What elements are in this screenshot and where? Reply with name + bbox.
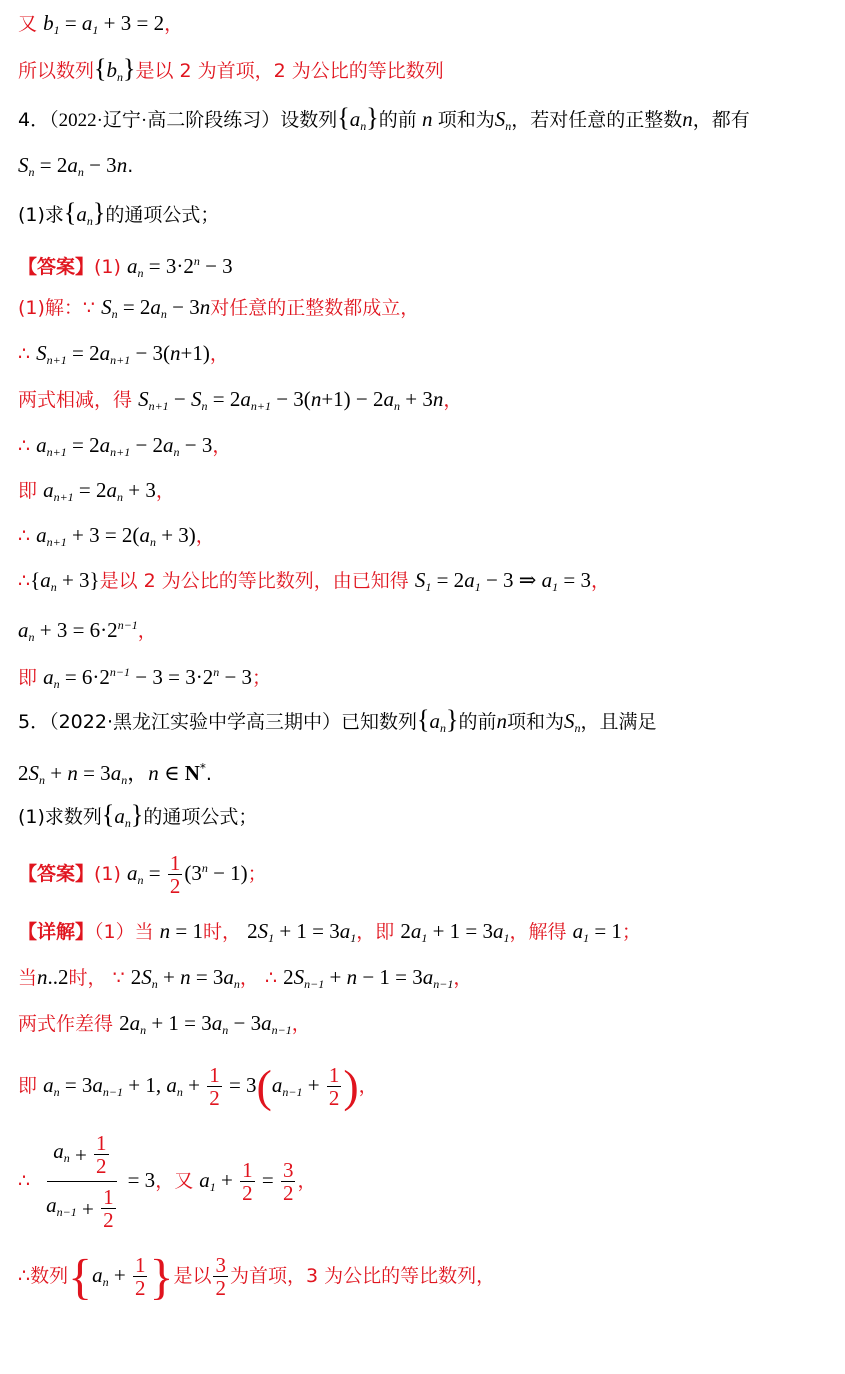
punct: ； — [252, 667, 272, 689]
text: 数列 — [30, 1265, 69, 1287]
therefore-symbol: ∴ — [18, 435, 31, 457]
detail-tag: 【详解】 — [18, 921, 95, 943]
punct: ； — [621, 921, 641, 943]
question-source: （2022·辽宁·高二阶段练习） — [49, 110, 281, 131]
text: 为首项，3 为公比的等比数列， — [229, 1265, 496, 1287]
punct: ， — [155, 480, 175, 502]
fraction: $a_n$ + $\frac{1}{2}$ $a_{n-1}$ + $\frac{1}{2}$ — [40, 1132, 123, 1231]
text: ，即 — [356, 921, 395, 943]
therefore-symbol: ∴ — [18, 343, 31, 365]
math-expression: { — [94, 54, 107, 83]
answer-tag: 【答案】 — [18, 256, 95, 278]
therefore-symbol: ∴ — [18, 570, 31, 592]
question-5-formula: $2S_n + n = 3a_n$，n ∈ N*. — [18, 761, 212, 787]
solution-line: (1)解：∵ $S_n = 2a_n - 3n$对任意的正整数都成立， — [18, 295, 420, 321]
part-label: (1)解： — [18, 297, 83, 319]
question-number: 4． — [18, 109, 50, 131]
detail-line: ∴ $a_n$ + $\frac{1}{2}$ $a_{n-1}$ + $\frac{1}{2}$ = 3，又 $a_1$ + $\frac{1}{2}$ = $\frac{3}{2}$ ， — [18, 1131, 317, 1232]
text: 对任意的正整数都成立， — [210, 297, 420, 319]
text: ，解得 — [509, 921, 567, 943]
answer-4: 【答案】(1) $a_n = 3\cdot 2^n - 3$ — [18, 254, 233, 280]
punct: . — [205, 763, 212, 785]
text: 的前 — [378, 109, 417, 131]
part-label: (1)求数列 — [18, 806, 102, 828]
text: 当 — [18, 967, 38, 989]
question-4-part-1: (1)求$\{a_n\}$的通项公式； — [18, 198, 220, 228]
therefore-symbol: ∴ — [264, 967, 278, 989]
punct: ， — [453, 967, 473, 989]
question-4-formula: $S_n = 2a_n - 3n$. — [18, 153, 134, 179]
solution-line: 又 $b_1 = a_1 + 3 = 2$， — [18, 11, 184, 37]
question-5-stem: 5．（2022·黑龙江实验中学高三期中）已知数列$\{a_n\}$的前n项和为$S_n$，且满足 — [18, 705, 657, 735]
solution-line: ∴ $S_{n+1} = 2a_{n+1} - 3(n+1)$， — [18, 341, 229, 367]
part-label: (1) — [94, 256, 121, 278]
question-4-stem: 4．（2022·辽宁·高二阶段练习）设数列$\{a_n\}$的前 n 项和为$S_n$，若对任意的正整数n，都有 — [18, 103, 750, 133]
math-expression: $b_1$ — [43, 11, 60, 37]
therefore-symbol: ∴ — [18, 1265, 31, 1287]
punct: ， — [291, 1013, 311, 1035]
punct: ， — [209, 343, 229, 365]
text: 两式作差得 — [18, 1013, 114, 1035]
text: 即 — [18, 480, 38, 502]
text: 即 — [18, 667, 38, 689]
question-number: 5． — [18, 711, 50, 733]
detail-line: ∴数列{$a_n$ + $\frac{1}{2}$ }是以 $\frac{3}{2}$ 为首项，3 为公比的等比数列， — [18, 1248, 496, 1305]
text: 项和为 — [437, 109, 495, 131]
text: 又 — [18, 13, 38, 35]
solution-line: 两式相减，得 $S_{n+1} - S_n = 2a_{n+1} - 3(n+1) - 2a_n + 3n$， — [18, 387, 463, 413]
solution-line: 即 $a_n = 6\cdot 2^{n-1} - 3 = 3\cdot 2^n - 3$； — [18, 665, 272, 691]
solution-line: 即 $a_{n+1} = 2a_n + 3$， — [18, 478, 175, 504]
punct: . — [127, 155, 134, 177]
text: 即 — [18, 1075, 38, 1097]
punct: ； — [247, 863, 267, 885]
part-label: (1)求 — [18, 204, 64, 226]
solution-line: $\therefore\{a_n + 3\}$是以 2 为公比的等比数列，由已知得 $S_1 = 2a_1 - 3$ ⇒ $a_1 = 3$， — [18, 568, 610, 594]
text: 时， — [68, 967, 107, 989]
answer-5: 【答案】(1) $a_n$ = $\frac{1}{2}$ $(3^n - 1)$； — [18, 851, 267, 898]
text: 的通项公式； — [143, 806, 258, 828]
text: ，且满足 — [580, 711, 657, 733]
text: 是以 2 为公比的等比数列，由已知得 — [99, 570, 409, 592]
answer-tag: 【答案】 — [18, 863, 95, 885]
text: （1）当 — [94, 921, 154, 943]
punct: ， — [358, 1075, 378, 1097]
text: ，都有 — [692, 109, 750, 131]
solution-line: $a_n + 3 = 6\cdot 2^{n-1}$， — [18, 618, 157, 644]
punct: ， — [195, 525, 215, 547]
solution-line: 所以数列$\{b_n\}$是以 2 为首项，2 为公比的等比数列 — [18, 54, 444, 84]
detail-line: 当n..2时， ∵ $2S_n + n = 3a_n$， ∴ $2S_{n-1} + n - 1 = 3a_{n-1}$， — [18, 965, 473, 991]
question-5-part-1: (1)求数列$\{a_n\}$的通项公式； — [18, 800, 258, 830]
text: 的前 — [458, 711, 497, 733]
punct: ， — [590, 570, 610, 592]
solution-line: ∴ $a_{n+1} + 3 = 2(a_n + 3)$， — [18, 523, 215, 549]
punct: ， — [297, 1170, 317, 1192]
text: 项和为 — [507, 711, 565, 733]
text: 是以 2 为首项，2 为公比的等比数列 — [135, 60, 444, 82]
therefore-symbol: ∴ — [18, 525, 31, 547]
punct: ， — [164, 13, 184, 35]
text: ，又 — [155, 1170, 194, 1192]
text: 的通项公式； — [105, 204, 220, 226]
because-symbol: ∵ — [112, 967, 125, 989]
detail-line: 两式作差得 $2a_n + 1 = 3a_n - 3a_{n-1}$， — [18, 1011, 311, 1037]
therefore-symbol: ∴ — [18, 1170, 31, 1192]
detail-line: 即 $a_n = 3a_{n-1} + 1$, $a_n$ + $\frac{1}{2}$ = $3(a_{n-1}$ + $\frac{1}{2}$ )， — [18, 1060, 378, 1112]
text: 两式相减，得 — [18, 389, 133, 411]
text: 设数列 — [280, 109, 338, 131]
text: 已知数列 — [341, 711, 418, 733]
punct: ， — [212, 435, 232, 457]
because-symbol: ∵ — [82, 297, 96, 319]
detail-line: 【详解】（1）当 n = 1时， $2S_1 + 1 = 3a_1$，即 $2a_1 + 1 = 3a_1$，解得 $a_1 = 1$； — [18, 919, 641, 945]
text: 所以数列 — [18, 60, 95, 82]
question-source: （2022·黑龙江实验中学高三期中） — [49, 711, 341, 733]
punct: ， — [443, 389, 463, 411]
punct: ， — [137, 620, 157, 642]
solution-line: ∴ $a_{n+1} = 2a_{n+1} - 2a_n - 3$， — [18, 433, 232, 459]
text: 时， — [203, 921, 242, 943]
text: ， — [239, 967, 259, 989]
part-label: (1) — [94, 863, 121, 885]
text: ，若对任意的正整数 — [511, 109, 683, 131]
text: 是以 — [173, 1265, 212, 1287]
